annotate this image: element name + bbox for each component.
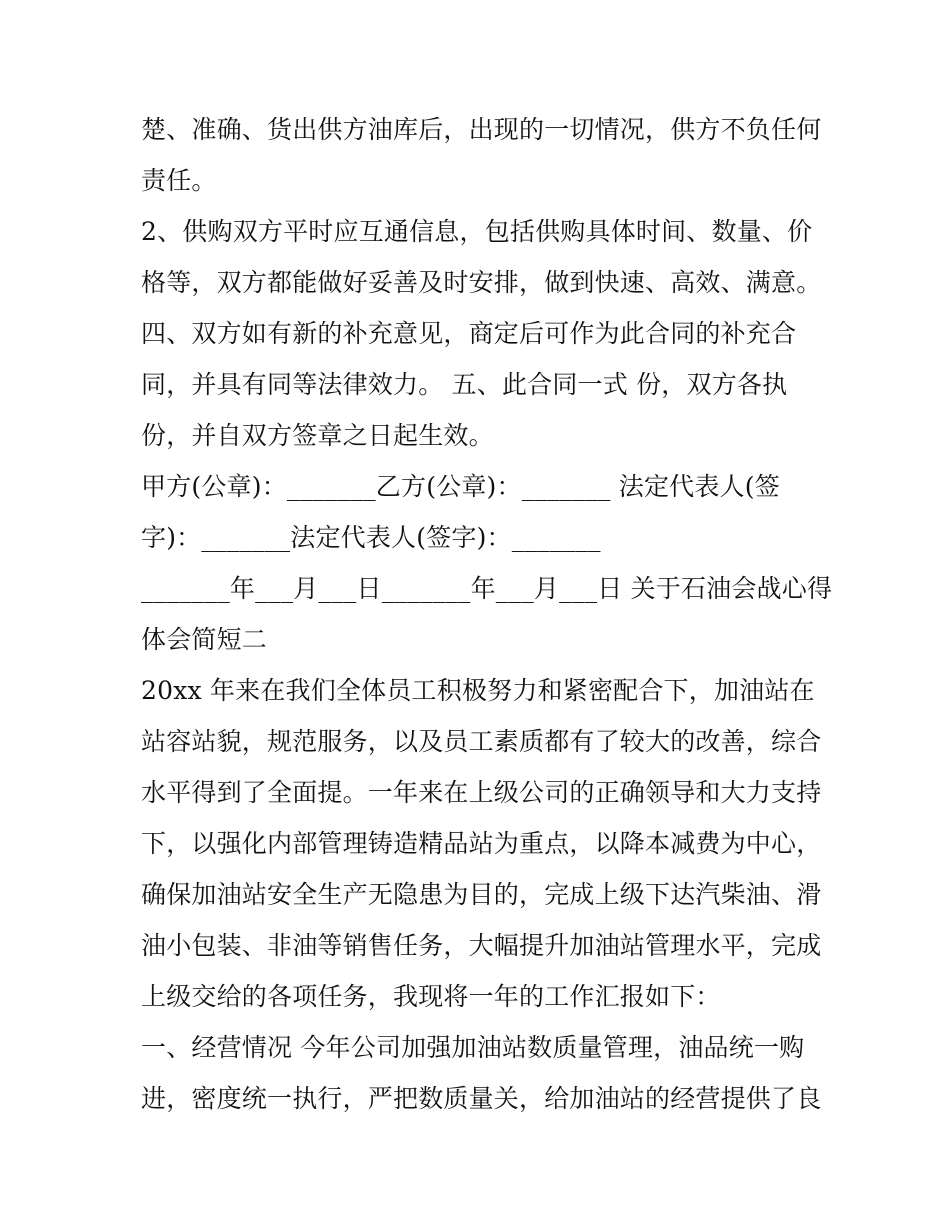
document-body xyxy=(141,104,833,1124)
text-line: 楚、准确、货出供方油库后，出现的一切情况，供方不负任何 xyxy=(141,115,822,144)
date-line: _______年___月___日_______年___月___日 关于石油会战心得 xyxy=(141,574,833,603)
text-line: 站容站貌，规范服务，以及员工素质都有了较大的改善，综合 xyxy=(141,727,822,756)
text-line: 格等，双方都能做好妥善及时安排，做到快速、高效、满意。 xyxy=(141,268,822,297)
text-line: 一、经营情况 今年公司加强加油站数质量管理，油品统一购 xyxy=(141,1033,805,1062)
section-heading: 体会简短二 xyxy=(141,625,268,654)
text-line: 确保加油站安全生产无隐患为目的，完成上级下达汽柴油、滑 xyxy=(141,880,822,909)
text-line: 份，并自双方签章之日起生效。 xyxy=(141,421,494,450)
signature-line: 字)：_______法定代表人(签字)：_______ xyxy=(141,523,601,552)
text-line: 四、双方如有新的补充意见，商定后可作为此合同的补充合 xyxy=(141,319,797,348)
text-line: 水平得到了全面提。一年来在上级公司的正确领导和大力支持 xyxy=(141,778,822,807)
signature-line: 甲方(公章)：_______乙方(公章)：_______ 法定代表人(签 xyxy=(141,472,780,501)
text-line: 2、供购双方平时应互通信息，包括供购具体时间、数量、价 xyxy=(141,217,813,246)
text-line: 责任。 xyxy=(141,166,217,195)
text-line: 上级交给的各项任务，我现将一年的工作汇报如下： xyxy=(141,982,721,1011)
text-line: 油小包装、非油等销售任务，大幅提升加油站管理水平，完成 xyxy=(141,931,822,960)
text-line: 进，密度统一执行，严把数质量关，给加油站的经营提供了良 xyxy=(141,1084,822,1113)
text-line: 下，以强化内部管理铸造精品站为重点，以降本减费为中心， xyxy=(141,829,822,858)
text-line: 同，并具有同等法律效力。 五、此合同一式 份，双方各执 xyxy=(141,370,788,399)
text-line: 20xx 年来在我们全体员工积极努力和紧密配合下，加油站在 xyxy=(141,676,815,705)
